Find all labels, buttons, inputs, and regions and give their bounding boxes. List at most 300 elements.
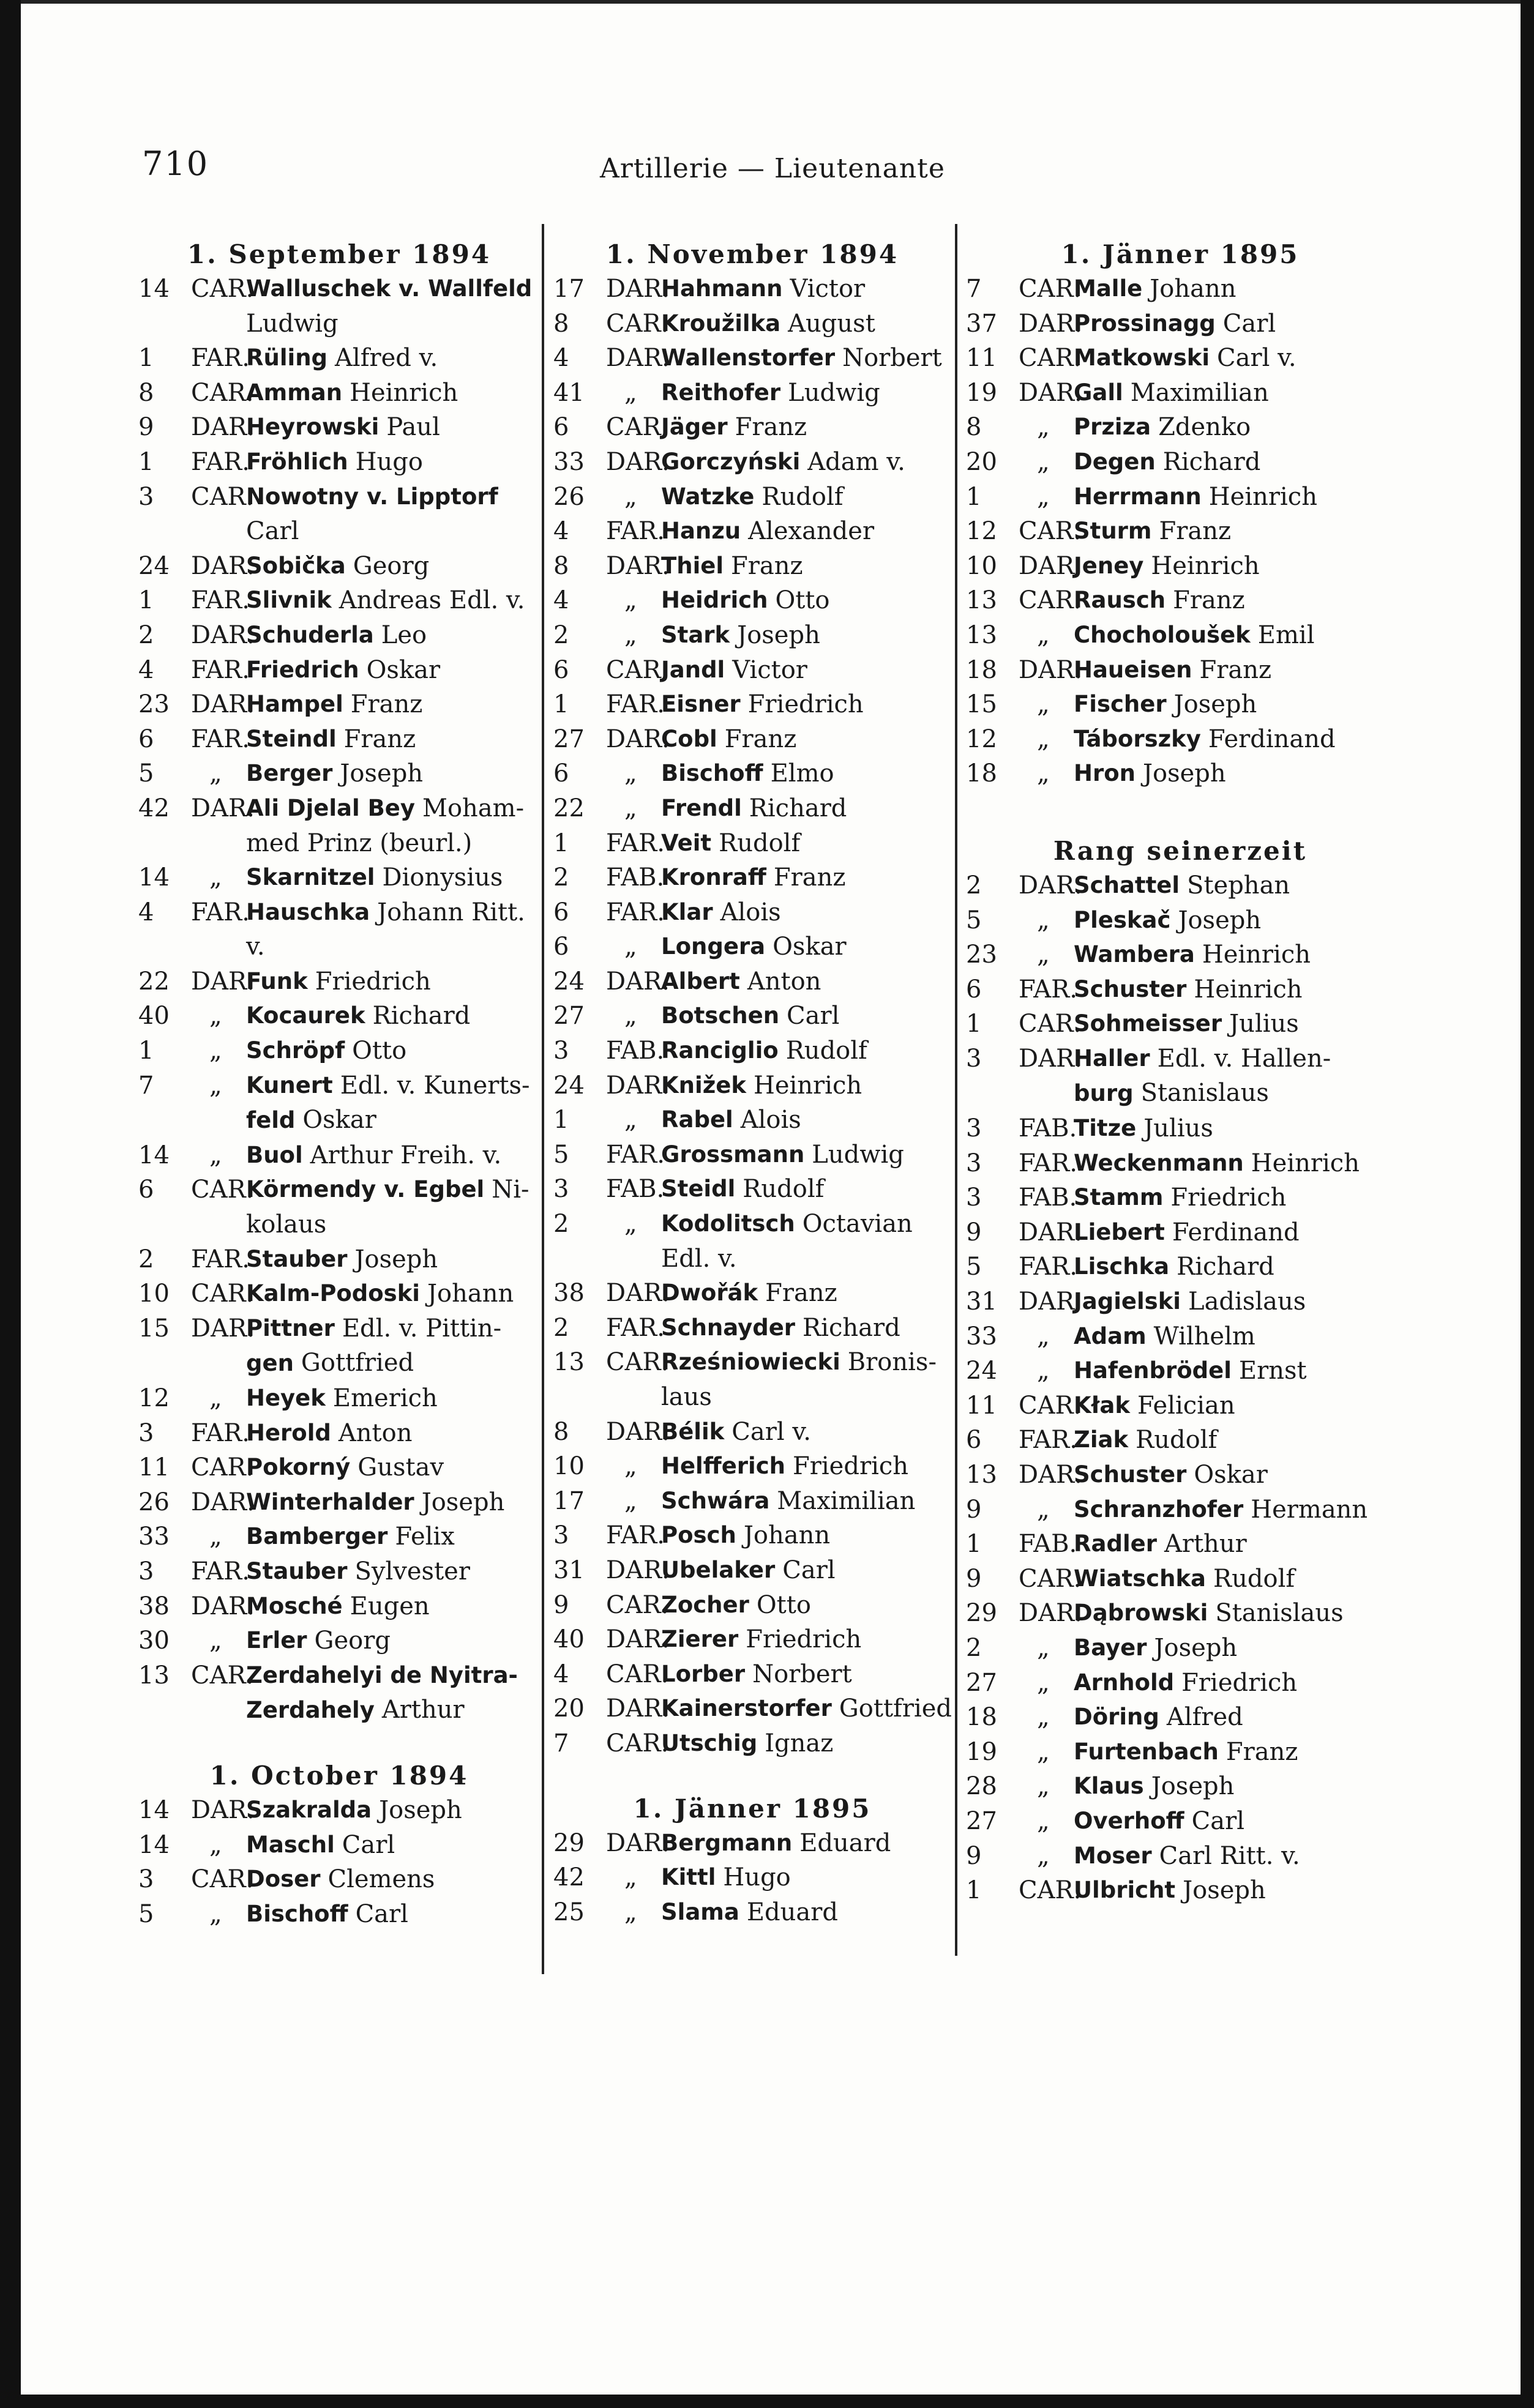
surname: Furtenbach [1074,1738,1219,1765]
given-name: Andreas Edl. v. [339,586,525,615]
roster-entry [966,1839,1394,1874]
given-name: Franz [1159,517,1232,546]
given-name: Richard [1177,1253,1274,1281]
ditto-mark: „ [1037,1668,1050,1697]
given-name: Oskar [1194,1461,1268,1489]
roster-entry [966,410,1394,445]
page-number: 710 [142,144,209,183]
rank-number: 3 [553,1037,569,1065]
ditto-mark: „ [1037,759,1050,788]
given-name: Elmo [770,759,834,788]
rank-number: 13 [553,1348,585,1377]
scan-border-bottom [0,2395,1534,2408]
given-name: Dionysius [382,863,503,892]
rank-number: 24 [966,1357,997,1385]
given-name: Clemens [327,1865,435,1894]
surname: Longera [661,933,766,960]
roster-entry [966,1389,1394,1423]
surname: Rabel [661,1106,733,1133]
roster-entry [138,1485,540,1520]
ditto-mark: „ [209,1384,222,1412]
given-name: Franz [765,1279,837,1308]
surname: Skarnitzel [246,864,375,891]
unit-code: CAR. [606,1660,669,1688]
roster-entry [966,1180,1394,1215]
entry-continuation [138,930,540,964]
given-name: Carl Ritt. v. [1159,1841,1300,1870]
rank-number: 1 [553,690,569,719]
rank-number: 31 [966,1288,997,1316]
column-1 [138,237,540,1931]
given-name: Ferdinand [1208,725,1336,753]
given-name: Joseph [379,1795,462,1824]
given-name: Victor [732,655,807,684]
given-name: Moham- [422,794,525,822]
roster-entry [966,1354,1394,1389]
rank-number: 40 [138,1002,170,1031]
roster-entry [966,1319,1394,1354]
surname: Slivnik [246,587,332,614]
rank-number: 2 [966,1633,982,1662]
surname: Schuderla [246,621,374,648]
ditto-mark: „ [1037,1495,1050,1524]
roster-entry [966,376,1394,411]
rank-number: 33 [138,1523,170,1551]
surname: Wallenstorfer [661,345,836,371]
continuation-text: med Prinz (beurl.) [246,829,473,857]
given-name: Alois [720,898,781,926]
surname: Slama [661,1898,739,1925]
unit-code: DAR. [606,967,670,996]
roster-entry [966,756,1394,791]
rank-number: 41 [553,378,585,407]
ditto-mark: „ [1037,413,1050,442]
roster-entry [966,480,1394,515]
given-name: Stephan [1187,871,1290,900]
given-name: Arthur Freih. v. [310,1141,502,1169]
rank-number: 4 [553,517,569,546]
given-name: Carl v. [1217,344,1296,373]
unit-code: FAR. [606,1521,665,1550]
unit-code: CAR. [1019,1876,1082,1905]
surname: Pleskač [1074,906,1171,933]
rank-number: 4 [553,344,569,373]
roster-entry [553,999,951,1034]
unit-code: CAR. [191,482,254,511]
surname: Buol [246,1141,303,1168]
given-name: Alfred v. [335,344,438,373]
roster-entry [138,549,540,584]
rank-number: 17 [553,275,585,303]
surname: Hampel [246,691,343,718]
rank-number: 29 [966,1599,997,1628]
unit-code: DAR. [1019,871,1082,900]
roster-entry [138,860,540,895]
ditto-mark: „ [624,482,637,511]
unit-code: FAR. [1019,1149,1077,1177]
roster-entry [966,1458,1394,1493]
rank-number: 13 [966,621,997,649]
given-name: Eduard [746,1898,838,1926]
roster-entry [138,1793,540,1828]
continuation-text: Edl. v. [661,1244,737,1273]
surname: Heyek [246,1385,326,1411]
roster-entry [138,1068,540,1103]
surname: Frendl [661,794,742,821]
surname: Schröpf [246,1037,345,1064]
roster-entry [138,1897,540,1932]
roster-entry [138,756,540,791]
surname: Friedrich [246,656,359,683]
rank-number: 5 [138,1899,154,1928]
roster-entry [138,410,540,445]
rank-number: 26 [553,482,585,511]
unit-code: FAR. [1019,1253,1077,1281]
rank-number: 14 [138,1141,170,1169]
roster-entry [553,1657,951,1692]
surname: Ranciglio [661,1037,779,1064]
given-name: Carl v. [731,1417,811,1446]
given-name: Richard [749,794,847,822]
entry-continuation [966,1076,1394,1111]
surname: Kainerstorfer [661,1695,832,1722]
roster-entry [138,1658,540,1693]
roster-entry [138,1862,540,1897]
unit-code: DAR. [606,1417,670,1446]
given-name: Maximilian [1130,378,1269,407]
rank-number: 10 [966,551,997,580]
given-name: Zdenko [1158,413,1251,442]
roster-entry [966,1146,1394,1181]
surname: Ubelaker [661,1556,776,1583]
surname: Wambera [1074,941,1195,968]
unit-code: DAR. [606,725,670,753]
rank-number: 12 [138,1384,170,1412]
roster-entry [138,445,540,480]
rank-number: 9 [553,1590,569,1619]
ditto-mark: „ [1037,1322,1050,1351]
surname: Kittl [661,1864,716,1891]
roster-entry [138,272,540,307]
roster-entry [138,1277,540,1311]
roster-entry [138,618,540,653]
rank-number: 24 [553,967,585,996]
roster-entry [966,868,1394,903]
unit-code: FAR. [191,344,250,373]
unit-code: FAR. [191,725,250,753]
roster-entry [966,1423,1394,1458]
rank-number: 2 [553,1313,569,1342]
given-name: Victor [790,275,866,303]
roster-entry [966,1666,1394,1701]
section-heading: 1. November 1894 [605,239,899,269]
given-name: Stanislaus [1215,1599,1344,1628]
surname: Berger [246,760,333,787]
rank-number: 2 [138,621,154,649]
surname: Táborszky [1074,725,1201,752]
roster-entry [138,1138,540,1173]
surname: Dąbrowski [1074,1600,1208,1627]
surname: Schattel [1074,871,1180,898]
ditto-mark: „ [1037,1841,1050,1870]
rank-number: 1 [966,1876,982,1905]
unit-code: DAR. [191,413,255,442]
surname: Zierer [661,1626,739,1653]
continuation-text: Ludwig [246,309,339,338]
roster-entry [138,1623,540,1658]
given-name: Wilhelm [1153,1322,1255,1351]
roster-entry [138,653,540,688]
rank-number: 2 [966,871,982,900]
rank-number: 9 [966,1218,982,1247]
surname-continuation: Zerdahely [246,1697,375,1724]
given-name: Ignaz [765,1729,834,1758]
surname: Dwořák [661,1280,758,1307]
surname: Bergmann [661,1829,793,1856]
rank-number: 13 [138,1661,170,1690]
rank-number: 5 [966,906,982,934]
section-heading: 1. October 1894 [209,1760,469,1791]
given-name: Johann [743,1521,831,1550]
surname: Schuster [1074,1461,1187,1488]
rank-number: 37 [966,309,997,338]
rank-number: 9 [138,413,154,442]
rank-number: 14 [138,275,170,303]
ditto-mark: „ [1037,482,1050,511]
surname: Stauber [246,1557,348,1584]
ditto-mark: „ [209,1002,222,1031]
roster-entry [553,1895,951,1930]
given-name: Oskar [366,655,441,684]
surname: Kronraff [661,864,766,891]
unit-code: CAR. [191,1865,254,1894]
roster-entry [138,964,540,999]
ditto-mark: „ [1037,690,1050,719]
rank-number: 3 [966,1149,982,1177]
ditto-mark: „ [624,1898,637,1926]
roster-entry [966,549,1394,584]
rank-number: 6 [553,655,569,684]
rank-number: 3 [966,1114,982,1143]
rank-number: 6 [138,725,154,753]
continuation-text: Oskar [302,1106,376,1135]
given-name: Felician [1137,1391,1235,1420]
ditto-mark: „ [209,1830,222,1859]
rank-number: 1 [966,1530,982,1559]
surname: Jeney [1074,552,1144,579]
roster-entry [966,722,1394,757]
rank-number: 4 [138,898,154,926]
roster-entry [138,1381,540,1416]
unit-code: CAR. [191,1280,254,1308]
ditto-mark: „ [1037,725,1050,753]
given-name: Friedrich [1170,1183,1287,1212]
surname: Walluschek v. Wallfeld [246,275,533,302]
given-name: Julius [1229,1010,1299,1038]
given-name: Joseph [421,1488,505,1516]
surname: Körmendy v. Egbel [246,1176,485,1203]
given-name: Franz [724,725,797,753]
roster-entry [553,1449,951,1484]
surname: Schranzhofer [1074,1496,1244,1523]
surname: Jäger [661,414,728,441]
unit-code: CAR. [1019,344,1082,373]
given-name: Carl [342,1830,395,1859]
rank-number: 10 [138,1280,170,1308]
roster-entry [553,480,951,515]
column-2 [553,237,951,1929]
rank-number: 8 [138,378,154,407]
rank-number: 1 [138,586,154,615]
rank-number: 31 [553,1556,585,1584]
surname: Hahmann [661,275,783,302]
surname: Schwára [661,1487,770,1514]
rank-number: 9 [966,1841,982,1870]
surname: Liebert [1074,1218,1165,1245]
rank-number: 3 [966,1183,982,1212]
continuation-text: laus [661,1383,712,1411]
rank-number: 24 [553,1071,585,1100]
surname: Klar [661,898,713,925]
roster-entry [138,895,540,930]
unit-code: DAR. [1019,378,1082,407]
surname: Sohmeisser [1074,1010,1222,1037]
given-name: Ernst [1238,1357,1307,1385]
rank-number: 3 [553,1175,569,1204]
surname: Eisner [661,691,741,718]
given-name: Franz [735,413,807,442]
rank-number: 3 [138,1865,154,1894]
rank-number: 12 [966,725,997,753]
surname: Heidrich [661,587,768,614]
continuation-text: Gottfried [301,1349,414,1377]
roster-entry [966,1111,1394,1146]
roster-entry [966,1493,1394,1527]
rank-number: 38 [553,1279,585,1308]
unit-code: FAR. [606,1313,665,1342]
given-name: Franz [350,690,423,719]
rank-number: 28 [966,1772,997,1801]
surname: Weckenmann [1074,1149,1244,1176]
continuation-text: v. [246,933,265,961]
given-name: Ladislaus [1188,1288,1306,1316]
unit-code: DAR. [606,447,670,476]
surname: Stark [661,621,730,648]
surname: Steidl [661,1176,736,1202]
rank-number: 6 [966,1426,982,1455]
unit-code: CAR. [1019,275,1082,303]
unit-code: DAR. [191,551,255,580]
roster-entry [966,445,1394,480]
unit-code: CAR. [1019,517,1082,546]
surname: Hron [1074,760,1136,787]
ditto-mark: „ [1037,1703,1050,1732]
surname: Kroužilka [661,310,781,337]
surname-continuation: feld [246,1107,296,1134]
rank-number: 6 [553,759,569,788]
surname: Thiel [661,552,724,579]
unit-code: DAR. [191,967,255,996]
given-name: Joseph [354,1245,438,1273]
given-name: Leo [381,621,427,649]
rank-number: 14 [138,1830,170,1859]
ditto-mark: „ [209,1627,222,1655]
unit-code: DAR. [1019,1599,1082,1628]
given-name: Gottfried [839,1694,952,1723]
given-name: Friedrich [793,1452,909,1481]
unit-code: DAR. [606,344,670,373]
rank-number: 2 [553,863,569,892]
roster-entry [966,514,1394,549]
rank-number: 3 [138,1418,154,1447]
given-name: Edl. v. Kunerts- [340,1071,530,1100]
rank-number: 17 [553,1486,585,1515]
unit-code: DAR. [1019,1288,1082,1316]
given-name: Franz [731,551,803,580]
rank-number: 26 [138,1488,170,1516]
unit-code: DAR. [606,1625,670,1654]
given-name: Joseph [1151,1772,1235,1801]
given-name: Rudolf [1136,1426,1218,1455]
given-name: Heinrich [1194,975,1303,1004]
given-name: Franz [1225,1737,1298,1766]
given-name: Oskar [773,933,847,961]
scan-border-right [1521,0,1534,2408]
ditto-mark: „ [624,378,637,407]
unit-code: FAR. [1019,975,1077,1004]
rank-number: 14 [138,863,170,892]
rank-number: 11 [966,344,997,373]
rank-number: 3 [138,482,154,511]
ditto-mark: „ [1037,906,1050,934]
entry-continuation [553,1242,951,1277]
rank-number: 7 [553,1729,569,1758]
unit-code: DAR. [606,1556,670,1584]
roster-entry [966,272,1394,307]
surname: Cobl [661,725,717,752]
ditto-mark: „ [209,1071,222,1100]
unit-code: DAR. [191,1314,255,1343]
surname: Kocaurek [246,1002,365,1029]
unit-code: DAR. [1019,551,1082,580]
unit-code: DAR. [191,621,255,649]
rank-number: 20 [553,1694,585,1723]
surname: Fischer [1074,691,1167,718]
roster-entry [553,687,951,722]
roster-entry [553,1103,951,1138]
roster-entry [138,1554,540,1589]
given-name: Joseph [1178,906,1262,934]
surname: Lorber [661,1660,746,1687]
given-name: Joseph [1183,1876,1266,1905]
ditto-mark: „ [209,1899,222,1928]
rank-number: 13 [966,1461,997,1489]
column-divider [955,224,957,1956]
unit-code: CAR. [606,655,669,684]
surname: Kłak [1074,1392,1130,1418]
rank-number: 1 [553,829,569,857]
roster-entry [553,1415,951,1450]
surname: Zerdahelyi de Nyitra- [246,1661,518,1688]
given-name: Heinrich [1208,482,1317,511]
surname: Moser [1074,1842,1152,1869]
given-name: Otto [775,586,830,615]
given-name: Edl. v. Pittin- [342,1314,502,1343]
rank-number: 15 [138,1314,170,1343]
unit-code: FAB. [1019,1114,1077,1143]
given-name: Joseph [737,621,820,649]
rank-number: 38 [138,1592,170,1620]
